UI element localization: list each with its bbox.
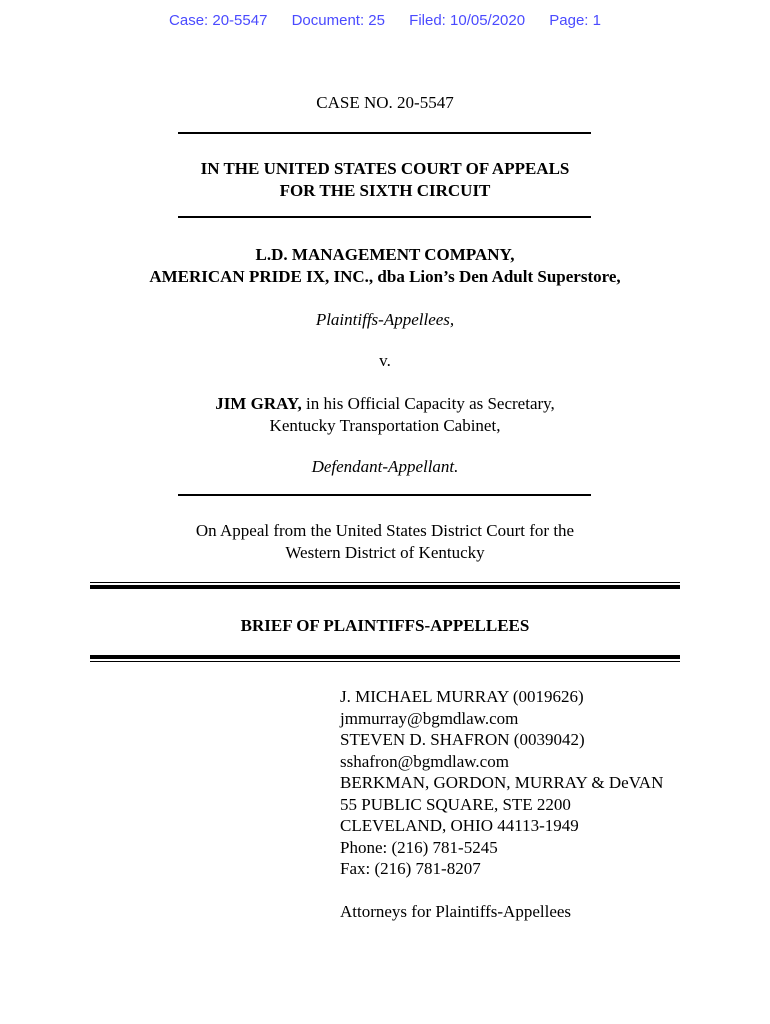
defendant bbox=[0, 393, 770, 437]
defendant-role: Defendant-Appellant. bbox=[311, 457, 459, 476]
header-case-number: Case: 20-5547 bbox=[169, 12, 268, 29]
divider-rule bbox=[178, 494, 591, 496]
plaintiff-line-1: L.D. MANAGEMENT COMPANY, bbox=[255, 245, 515, 264]
divider-rule bbox=[178, 216, 591, 218]
firm-address: 55 PUBLIC SQUARE, STE 2200 bbox=[340, 794, 571, 814]
double-rule-thick bbox=[90, 655, 680, 659]
appeal-origin bbox=[0, 520, 770, 564]
firm-fax: Fax: (216) 781-8207 bbox=[340, 859, 481, 878]
plaintiff-role: Plaintiffs-Appellees, bbox=[315, 310, 455, 329]
brief-title: BRIEF OF PLAINTIFFS-APPELLEES bbox=[240, 616, 530, 635]
court-line-2: FOR THE SIXTH CIRCUIT bbox=[279, 181, 491, 200]
double-rule-thick bbox=[90, 585, 680, 589]
spacer bbox=[340, 880, 663, 901]
firm-phone: Phone: (216) 781-5245 bbox=[340, 837, 498, 857]
attorney-block bbox=[340, 686, 663, 922]
court-name bbox=[0, 158, 770, 202]
appeal-line-1: On Appeal from the United States District Court for the bbox=[195, 521, 575, 540]
attorney-line: J. MICHAEL MURRAY (0019626) bbox=[340, 687, 584, 706]
header-document-number: Document: 25 bbox=[291, 12, 385, 29]
attorney-email: jmmurray@bgmdlaw.com bbox=[340, 708, 519, 728]
plaintiff-line-2: AMERICAN PRIDE IX, INC., dba Lion’s Den Adult Superstore, bbox=[149, 267, 621, 286]
defendant-line-2: Kentucky Transportation Cabinet, bbox=[269, 416, 501, 435]
defendant-name: JIM GRAY, bbox=[215, 394, 302, 413]
defendant-line-1 bbox=[0, 393, 770, 415]
case-number: CASE NO. 20-5547 bbox=[316, 93, 454, 112]
firm-city: CLEVELAND, OHIO 44113-1949 bbox=[340, 816, 579, 835]
defendant-capacity: in his Official Capacity as Secretary, bbox=[301, 394, 555, 413]
plaintiffs bbox=[0, 244, 770, 288]
versus: v. bbox=[379, 351, 391, 370]
header-filed-date: Filed: 10/05/2020 bbox=[409, 12, 526, 29]
divider-rule bbox=[178, 132, 591, 134]
firm-name: BERKMAN, GORDON, MURRAY & DeVAN bbox=[340, 773, 664, 792]
filing-header bbox=[0, 12, 770, 29]
appeal-line-2: Western District of Kentucky bbox=[285, 543, 485, 562]
court-line-1: IN THE UNITED STATES COURT OF APPEALS bbox=[200, 159, 570, 178]
attorney-line: STEVEN D. SHAFRON (0039042) bbox=[340, 730, 585, 749]
double-rule-thin bbox=[90, 661, 680, 662]
double-rule-thin bbox=[90, 582, 680, 583]
header-page-number: Page: 1 bbox=[549, 12, 601, 29]
attorney-role: Attorneys for Plaintiffs-Appellees bbox=[340, 901, 572, 921]
attorney-email: sshafron@bgmdlaw.com bbox=[340, 751, 509, 771]
